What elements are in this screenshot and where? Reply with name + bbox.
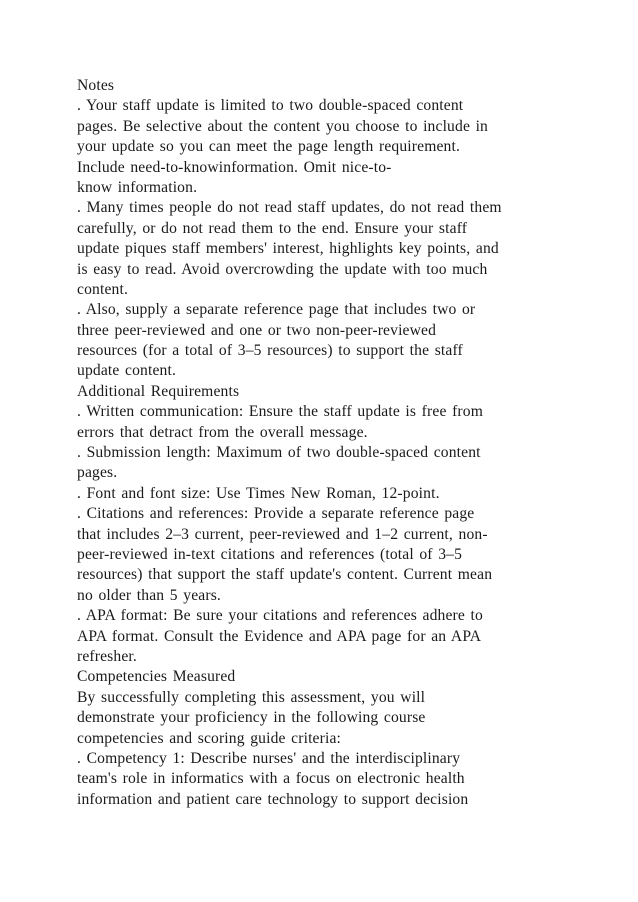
text-line: know information. (77, 178, 198, 196)
text-line: . Also, supply a separate reference page that includes two or (77, 301, 476, 319)
text-line: peer-reviewed in-text citations and references (total of 3–5 (77, 545, 463, 563)
text-line: information and patient care technology to support decision (77, 790, 469, 808)
text-line: pages. Be selective about the content you choose to include in (77, 117, 488, 135)
text-line: resources) that support the staff update's content. Current mean (77, 566, 493, 584)
text-line: no older than 5 years. (77, 586, 221, 604)
text-line: APA format. Consult the Evidence and APA page for an APA (77, 627, 482, 645)
document-text (77, 76, 577, 810)
text-line: competencies and scoring guide criteria: (77, 729, 341, 747)
text-line: carefully, or do not read them to the end. Ensure your staff (77, 219, 468, 237)
text-line: refresher. (77, 647, 137, 665)
text-line: Include need-to-knowinformation. Omit nice-to- (77, 158, 392, 176)
text-line: content. (77, 280, 128, 298)
text-line: . Many times people do not read staff updates, do not read them (77, 199, 502, 217)
text-line: your update so you can meet the page length requirement. (77, 138, 461, 156)
text-line: pages. (77, 464, 118, 482)
text-line: team's role in informatics with a focus on electronic health (77, 770, 465, 788)
text-line: that includes 2–3 current, peer-reviewed and 1–2 current, non- (77, 525, 488, 543)
text-line: update content. (77, 362, 177, 380)
text-line: . Font and font size: Use Times New Roman, 12-point. (77, 484, 440, 502)
heading-additional-requirements: Additional Requirements (77, 382, 240, 400)
text-line: . Submission length: Maximum of two double-spaced content (77, 444, 481, 462)
text-line: three peer-reviewed and one or two non-peer-reviewed (77, 321, 437, 339)
text-line: is easy to read. Avoid overcrowding the update with too much (77, 260, 488, 278)
text-line: resources (for a total of 3–5 resources) to support the staff (77, 342, 463, 360)
heading-notes: Notes (77, 77, 115, 94)
text-line: demonstrate your proficiency in the following course (77, 709, 426, 727)
text-line: . Citations and references: Provide a separate reference page (77, 505, 475, 523)
text-line: errors that detract from the overall message. (77, 423, 368, 441)
heading-competencies-measured: Competencies Measured (77, 668, 236, 686)
text-line: . Your staff update is limited to two double-spaced content (77, 97, 464, 115)
text-line: . Written communication: Ensure the staff update is free from (77, 403, 483, 421)
text-line: . Competency 1: Describe nurses' and the interdisciplinary (77, 749, 461, 767)
text-line: By successfully completing this assessment, you will (77, 688, 426, 706)
text-line: . APA format: Be sure your citations and references adhere to (77, 607, 483, 625)
text-line: update piques staff members' interest, highlights key points, and (77, 240, 499, 258)
